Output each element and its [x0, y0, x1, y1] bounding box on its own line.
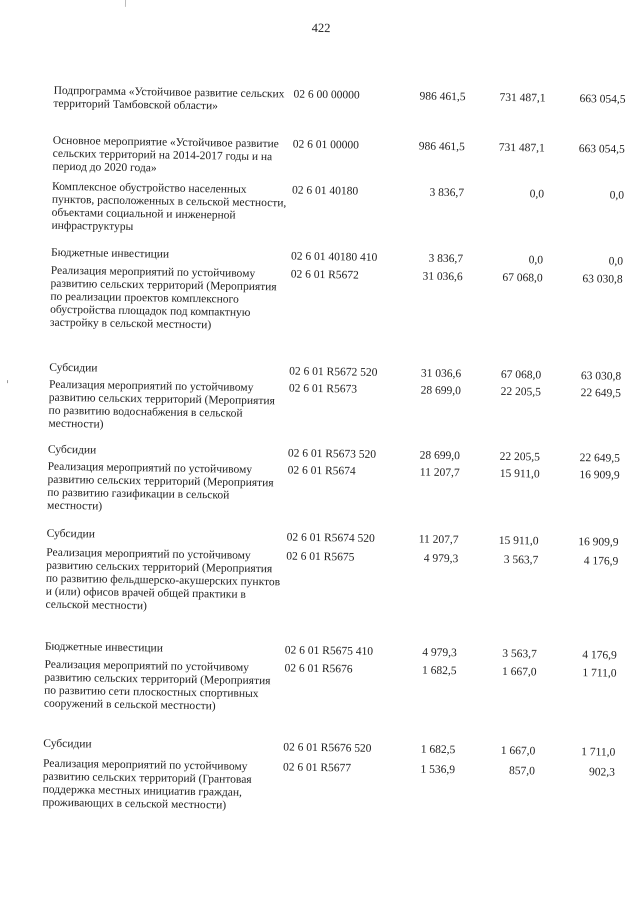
table-row [52, 134, 633, 175]
row-value-1: 1 682,5 [420, 743, 456, 757]
row-code: 02 6 01 R5675 [286, 550, 355, 564]
row-value-2: 3 563,7 [503, 553, 539, 567]
table-row [47, 443, 628, 465]
row-value-1: 1 682,5 [421, 664, 457, 678]
row-value-3: 16 909,9 [578, 536, 619, 549]
table-row [42, 757, 623, 812]
row-name: Реализация мероприятий по устойчивому развитию сельских территорий (Мероприятия по развитию фельдшерско-акушерских пунктов и (или) офисов врачей общей практики в сельской местности) [45, 546, 281, 613]
row-value-1: 1 536,9 [420, 763, 456, 777]
row-code: 02 6 01 R5674 [287, 464, 356, 478]
table-row [43, 658, 625, 713]
row-value-2: 22 205,5 [499, 450, 541, 464]
row-name: Бюджетные инвестиции [44, 640, 164, 655]
table-row [51, 180, 632, 234]
row-value-2: 731 487,1 [498, 141, 545, 155]
table-row [46, 527, 627, 549]
row-value-3: 0,0 [609, 189, 625, 202]
row-value-1: 11 207,7 [418, 533, 459, 547]
row-value-3: 4 176,9 [582, 649, 617, 662]
row-value-2: 0,0 [529, 188, 545, 201]
row-value-1: 28 699,0 [419, 449, 461, 463]
row-code: 02 6 01 R5677 [282, 761, 352, 775]
table-row [46, 460, 628, 513]
row-value-2: 15 911,0 [498, 534, 539, 548]
row-value-3: 1 711,0 [582, 667, 617, 680]
row-name: Субсидии [49, 361, 98, 375]
row-value-2: 67 068,0 [502, 271, 543, 285]
row-value-3: 22 649,5 [579, 452, 620, 465]
row-value-1: 986 461,5 [418, 140, 465, 154]
table-row [45, 546, 626, 613]
row-name: Бюджетные инвестиции [50, 246, 170, 261]
row-name: Реализация мероприятий по устойчивому развитию сельских территорий (Мероприятия по развитию сети плоскостных спортивных сооружений в сельской местности) [43, 658, 271, 713]
row-value-3: 16 909,9 [579, 469, 620, 482]
row-name: Субсидии [46, 527, 96, 541]
row-value-1: 31 036,6 [422, 270, 463, 284]
row-value-3: 1 711,0 [581, 746, 616, 759]
row-code: 02 6 01 40180 410 [290, 250, 378, 264]
row-value-2: 1 667,0 [501, 665, 537, 679]
row-value-3: 663 054,5 [579, 93, 626, 106]
row-value-2: 3 563,7 [502, 647, 537, 661]
row-value-2: 731 487,1 [499, 91, 546, 105]
row-value-1: 28 699,0 [420, 384, 462, 398]
page-number: 422 [311, 20, 331, 36]
row-name: Комплексное обустройство населенных пунктов, расположенных в сельской местности, объектами социальной и инженерной инфраструктуры [51, 180, 287, 234]
scan-artifact-dot [7, 380, 8, 383]
row-code: 02 6 01 R5672 [290, 268, 359, 282]
row-name: Субсидии [47, 443, 97, 457]
row-value-2: 1 667,0 [500, 744, 536, 758]
row-value-3: 63 030,8 [580, 370, 622, 383]
table-row [44, 640, 625, 662]
row-value-2: 15 911,0 [499, 467, 540, 481]
row-value-3: 0,0 [608, 255, 624, 268]
row-value-1: 3 836,7 [428, 252, 464, 266]
row-name: Реализация мероприятий по устойчивому развитию сельских территорий (Грантовая поддержка местных инициатив граждан, проживающих в сельской местности) [42, 757, 252, 812]
row-value-1: 3 836,7 [429, 186, 465, 200]
table-row [50, 246, 631, 268]
row-value-2: 67 068,0 [500, 368, 542, 382]
row-name: Подпрограмма «Устойчивое развитие сельских территорий Тамбовской области» [53, 84, 285, 113]
table-row [49, 361, 629, 383]
row-value-1: 4 979,3 [423, 552, 459, 566]
row-value-1: 31 036,6 [420, 367, 462, 381]
row-code: 02 6 00 00000 [293, 88, 360, 102]
row-name: Реализация мероприятий по устойчивому развитию сельских территорий (Мероприятия по реализации проектов комплексного обустройства площадок под компактную застройку в сельской местности) [49, 264, 277, 332]
row-code: 02 6 01 R5674 520 [286, 531, 375, 545]
row-name: Основное мероприятие «Устойчивое развитие сельских территорий на 2014-2017 годы и на период до 2020 года» [52, 134, 279, 175]
row-name: Субсидии [43, 737, 92, 751]
row-value-2: 857,0 [509, 765, 536, 778]
table-row [53, 84, 634, 113]
table-row [48, 378, 629, 431]
row-value-1: 4 979,3 [422, 646, 457, 660]
row-code: 02 6 01 R5673 520 [287, 447, 377, 461]
row-value-3: 663 054,5 [578, 143, 625, 156]
row-name: Реализация мероприятий по устойчивому развитию сельских территорий (Мероприятия по развитию водоснабжения в сельской местности) [48, 378, 275, 431]
scan-artifact-mark [125, 0, 126, 7]
row-code: 02 6 01 R5676 520 [283, 741, 372, 755]
table-row [43, 737, 623, 759]
row-value-1: 11 207,7 [419, 466, 460, 480]
row-code: 02 6 01 R5676 [284, 662, 353, 676]
row-value-3: 63 030,8 [582, 273, 623, 286]
row-code: 02 6 01 R5673 [288, 382, 358, 396]
row-value-1: 986 461,5 [419, 90, 466, 104]
table-row [49, 264, 631, 332]
row-value-3: 22 649,5 [580, 387, 622, 400]
row-name: Реализация мероприятий по устойчивому развитию сельских территорий (Мероприятия по развитию газификации в сельской местности) [46, 460, 274, 513]
row-value-2: 0,0 [528, 254, 544, 267]
row-code: 02 6 01 R5672 520 [289, 365, 378, 379]
row-value-3: 902,3 [589, 766, 616, 779]
row-value-3: 4 176,9 [583, 555, 619, 568]
row-code: 02 6 01 R5675 410 [284, 644, 374, 658]
row-value-2: 22 205,5 [500, 385, 542, 399]
row-code: 02 6 01 40180 [291, 184, 359, 198]
row-code: 02 6 01 00000 [292, 138, 360, 152]
